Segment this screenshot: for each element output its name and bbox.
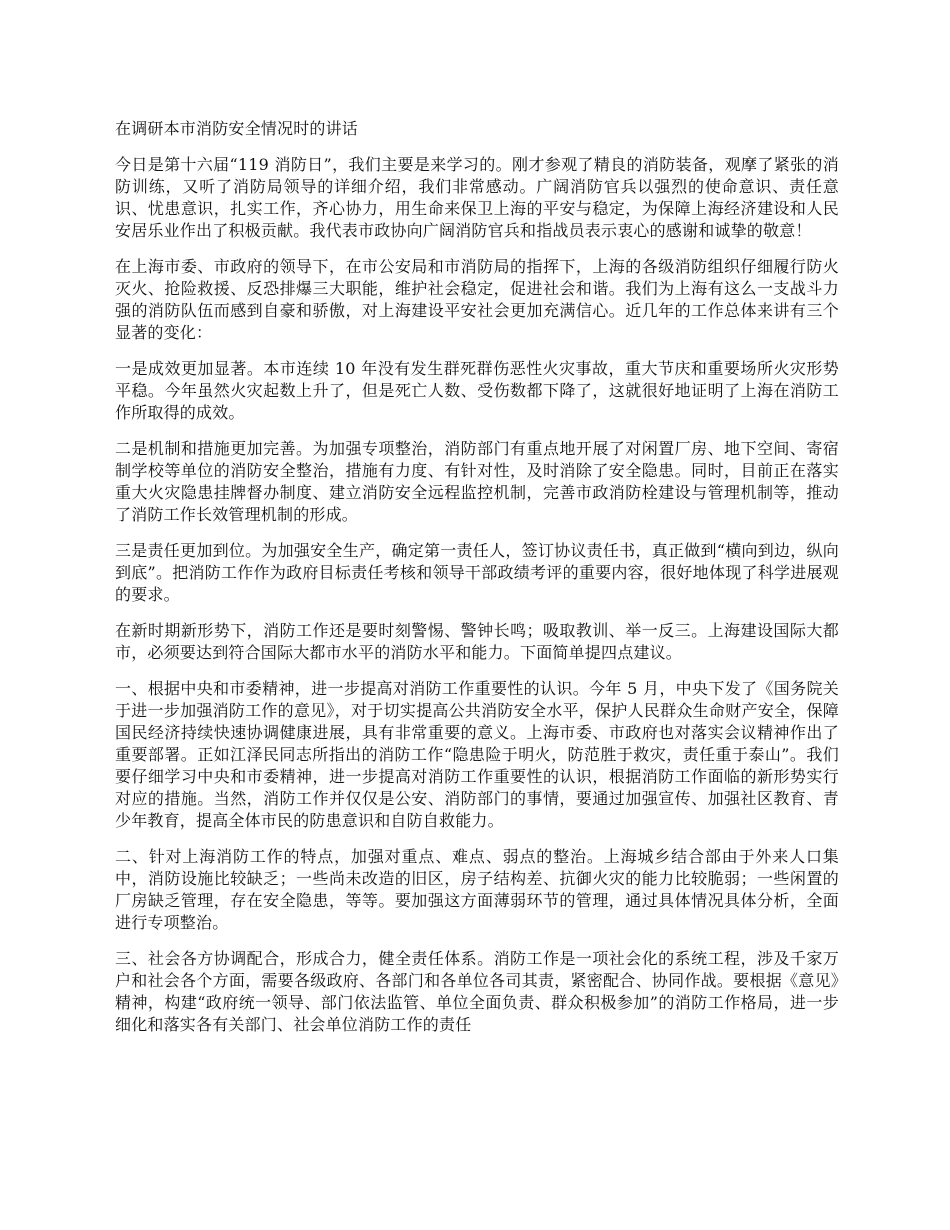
paragraph-8: 二、针对上海消防工作的特点，加强对重点、难点、弱点的整治。上海城乡结合部由于外来人口集中，消防设施比较缺乏；一些尚未改造的旧区，房子结构差、抗御火灾的能力比较脆弱；一些闲置的厂房缺乏管理，存在安全隐患，等等。要加强这方面薄弱环节的管理，通过具体情况具体分析，全面进行专项整治。 (115, 847, 839, 932)
paragraph-7: 一、根据中央和市委精神，进一步提高对消防工作重要性的认识。今年 5 月，中央下发了《国务院关于进一步加强消防工作的意见》，对于切实提高公共消防安全水平，保护人民群众生命财产安全，保障国民经济持续快速协调健康进展，具有非常重要的意义。上海市委、市政府也对落实会议精神作出了重要部署。正如江泽民同志所指出的消防工作“隐患险于明火，防范胜于救灾，责任重于泰山”。我们要仔细学习中央和市委精神，进一步提高对消防工作重要性的认识，根据消防工作面临的新形势实行对应的措施。当然，消防工作并仅仅是公安、消防部门的事情，要通过加强宣传、加强社区教育、青少年教育，提高全体市民的防患意识和自防自救能力。 (115, 679, 839, 830)
paragraph-5: 三是责任更加到位。为加强安全生产，确定第一责任人，签订协议责任书，真正做到“横向到边，纵向到底”。把消防工作作为政府目标责任考核和领导干部政绩考评的重要内容，很好地体现了科学进展观的要求。 (115, 541, 839, 604)
paragraph-1: 今日是第十六届“119 消防日”，我们主要是来学习的。刚才参观了精良的消防装备，观摩了紧张的消防训练，又听了消防局领导的详细介绍，我们非常感动。广阔消防官兵以强烈的使命意识、责任意识、忧患意识，扎实工作，齐心协力，用生命来保卫上海的平安与稳定，为保障上海经济建设和人民安居乐业作出了积极贡献。我代表市政协向广阔消防官兵和指战员表示衷心的感谢和诚挚的敬意！ (115, 155, 839, 240)
paragraph-3: 一是成效更加显著。本市连续 10 年没有发生群死群伤恶性火灾事故，重大节庆和重要场所火灾形势平稳。今年虽然火灾起数上升了，但是死亡人数、受伤数都下降了，这就很好地证明了上海在消防工作所取得的成效。 (115, 359, 839, 422)
document-page (115, 118, 839, 1050)
paragraph-6: 在新时期新形势下，消防工作还是要时刻警惕、警钟长鸣；吸取教训、举一反三。上海建设国际大都市，必须要达到符合国际大都市水平的消防水平和能力。下面简单提四点建议。 (115, 621, 839, 662)
paragraph-9: 三、社会各方协调配合，形成合力，健全责任体系。消防工作是一项社会化的系统工程，涉及千家万户和社会各个方面，需要各级政府、各部门和各单位各司其责，紧密配合、协同作战。要根据《意见》精神，构建“政府统一领导、部门依法监管、单位全面负责、群众积极参加”的消防工作格局，进一步细化和落实各有关部门、社会单位消防工作的责任 (115, 949, 839, 1034)
paragraph-4: 二是机制和措施更加完善。为加强专项整治，消防部门有重点地开展了对闲置厂房、地下空间、寄宿制学校等单位的消防安全整治，措施有力度、有针对性，及时消除了安全隐患。同时，目前正在落实重大火灾隐患挂牌督办制度、建立消防安全远程监控机制，完善市政消防栓建设与管理机制等，推动了消防工作长效管理机制的形成。 (115, 439, 839, 524)
document-title: 在调研本市消防安全情况时的讲话 (115, 119, 359, 138)
paragraph-2: 在上海市委、市政府的领导下，在市公安局和市消防局的指挥下，上海的各级消防组织仔细履行防火灭火、抢险救援、反恐排爆三大职能，维护社会稳定，促进社会和谐。我们为上海有这么一支战斗力强的消防队伍而感到自豪和骄傲，对上海建设平安社会更加充满信心。近几年的工作总体来讲有三个显著的变化： (115, 257, 839, 342)
